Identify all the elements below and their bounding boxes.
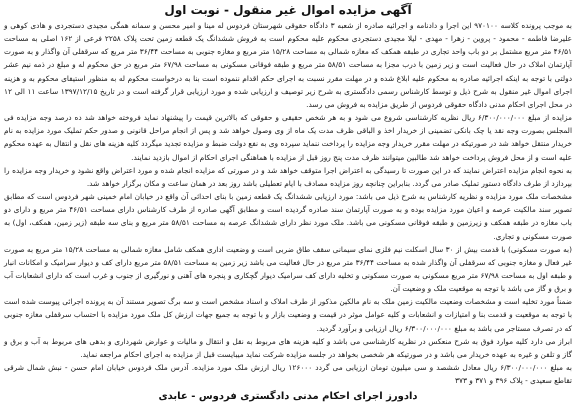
notice-paragraph: مشخصات ملک مورد مزایده و نظریه کارشناس به شرح ذیل می باشد: مورد ارزیابی ششدانگ یک قطعه زمین با بنای احداثی آن واقع در خیابان امام خمینی شهر فردوس است که مطابق تصویر سند مالکیت عرصه و اعیان مورد مزایده بوده و به صورت آپارتمان سند صادره گردیده است و مطابق آگهی صادره از طرف کارشناس دارای مساحت ۴۶/۵۱ متر مربع و دارای دو باب مغازه در طبقه همکف و زیرزمین و طبقه فوقانی مسکونی می باشد. ملک مورد نظر دارای ششدانگ عرصه به مساحت ۵۸/۵۱ متر مربع و بنای سه طبقه (زیر زمین، همکف، اول) به صورت مسکونی و تجاری. (4, 192, 572, 241)
notice-paragraph: به موجب پرونده کلاسه ۹۷۰۱۰۰ این اجرا و دادنامه و اجرائیه صادره از شعبه ۳ دادگاه حقوقی شهرستان فردوس له مینا و امیر محسن و سمانه همگی مجیدی دستجردی و هادی کوهی و علیرضا فاطمه - محمود - پروین - زهرا - مهدی - لیلا مجیدی دستجردی محکوم علیه محکوم است به فروش ششدانگ یک قطعه زمین تحت پلاک ۲۲۵۸ فرعی از ۱۶۲ اصلی به مساحت ۴۶/۵۱ متر مربع مشتمل بر دو باب واحد تجاری در طبقه همکف که مغازه شمالی به مساحت ۱۵/۲۸ متر مربع و مغازه جنوبی به مساحت ۳۶/۴۴ متر مربع که سرقفلی آن واگذار و به صورت آپارتمان املاک در حال فعالیت است و زیر زمین با درب مجزا به مساحت ۵۸/۵۱ متر مربع و طبقه فوقانی مسکونی به مساحت ۶۷/۹۸ متر مربع در حق محکوم له و مبلغ در ذمه نیم عشر دولتی با توجه به اینکه اجرائیه صادره به محکوم علیه ابلاغ شده و در مهلت مقرر نسبت به اجرای حکم اقدام ننموده است بنا به درخواست محکوم له به منظور استیفای محکوم به و هزینه اجرای اموال غیر منقول به شرح ذیل و توسط کارشناس رسمی دادگستری به شرح زیر توصیف و ارزیابی شده و مورد ارزیابی قرار گرفته است و در تاریخ ۱۳۹۷/۱۲/۱۵ ساعت ۱۱ الی ۱۲ در محل اجرای احکام مدنی دادگاه حقوقی فردوس از طریق مزایده به فروش می رسد. (4, 21, 573, 109)
notice-paragraph: به مبلغ ۶/۳۰۰/۰۰۰/۰۰۰ ریال معادل ششصد و سی میلیون تومان ارزیابی می گردد ۱۲۶۰۰۰ ریال ارزش ملک مورد مزایده. آدرس ملک فردوس خیابان امام حسن - نبش شمال شرقی تقاطع سعیدی - پلاک ۳۹۶ و ۳۷۱ و ۳۷۳ (4, 363, 572, 386)
notice-paragraph: ضمناً مورد تخلیه است و مشخصات وضعیت مالکیت زمین ملک به نام مالکین مذکور از طرف املاک و اسناد مشخص است و سه برگ تصویر مستند آن به پرونده اجرائی پیوست شده است با توجه به موقعیت و قدمت بنا و امتیازات و انشعابات و کلیه عوامل موثر در قیمت و وضعیت بازار و با توجه به جمیع جهات ارزش کل ملک مورد مزایده با احتساب سرقفلی مغازه جنوبی که در تصرف مستاجر می باشد به مبلغ ۶/۳۰۰/۰۰۰/۰۰۰ ریال ارزیابی و برآورد گردید. (4, 297, 572, 333)
notice-body (4, 19, 572, 387)
notice-paragraph: مزایده از مبلغ ۶/۳۰۰/۰۰۰/۰۰۰ ریال نظریه کارشناسی شروع می شود و به هر شخص حقیقی و حقوقی که بالاترین قیمت را پیشنهاد نماید فروخته خواهد شد ده درصد وجه مزایده فی المجلس بصورت وجه نقد یا چک بانکی تضمینی از خریدار اخذ و الباقی ظرف مدت یک ماه از وی وصول خواهد شد و پس از انجام مراحل قانونی و صدور حکم تملیک مورد مزایده به نام خریدار منتقل خواهد شد در صورتیکه در مهلت مقرر خریدار وجه مزایده را پرداخت ننماید سپرده وی به نفع دولت ضبط و مزایده تجدید میگردد کلیه هزینه های نقل و انتقال به عهده محکوم علیه است و از محل فروش پرداخت خواهد شد طالبین میتوانند ظرف مدت پنج روز قبل از مزایده با هماهنگی اجرای احکام از اموال بازدید نمایند. (4, 113, 572, 162)
notice-title: آگهی مزایده اموال غیر منقول - نوبت اول (164, 3, 412, 17)
notice-paragraph: ابراز می دارد کلیه موارد فوق به شرح منعکس در نظریه کارشناسی می باشد و کلیه هزینه های مربوط به نقل و انتقال و مالیات و عوارض شهرداری و بدهی های مربوط به آب و برق و گاز و تلفن و غیره به عهده خریدار می باشد و در صورتیکه هر شخصی بخواهد در جلسه مزایده شرکت نماید میبایست قبل از مزایده به اجرای احکام مراجعه نماید. (4, 336, 572, 359)
notice-paragraph: به نحوه انجام مزایده اعتراض نمایند که در این صورت تا رسیدگی به اعتراض اجرا متوقف خواهد شد و در صورتی که مزایده انجام شده و مورد اعتراض واقع نشود و خریدار وجه مزایده را بپردازد از طرف دادگاه دستور تملیک صادر می گردد. بنابراین چنانچه روز مزایده مصادف با ایام تعطیلی باشد روز بعد در همان ساعت و مکان برگزار خواهد شد. (4, 165, 572, 188)
notice-signature: دادورز اجرای احکام مدنی دادگستری فردوس - عابدی (158, 391, 418, 403)
notice-paragraph: (به صورت مسکونی) با قدمت بیش از ۳۰ سال اسکلت نیم فلزی نمای سیمانی سقف طاق ضربی است و وضعیت اداری همکف شامل مغازه شمالی به مساحت ۱۵/۲۸ متر مربع به صورت غیر فعال و مغازه جنوبی که سرقفلی آن واگذار شده به مساحت ۳۶/۴۴ متر مربع در حال فعالیت می باشد زیر زمین به مساحت ۵۸/۵۱ متر مربع دارای کف و دیوار سرامیک و امکانات انبار و طبقه اول به مساحت ۶۷/۹۸ متر مربع مسکونی به صورت مسکونی و تخلیه دارای کف سرامیک دیوار گچکاری و پنجره های آهنی و نورگیری از جنوب و غرب است که دارای انشعابات آب و برق و گاز می باشد با توجه به موقعیت ملک و وضعیت آن. (4, 244, 572, 294)
